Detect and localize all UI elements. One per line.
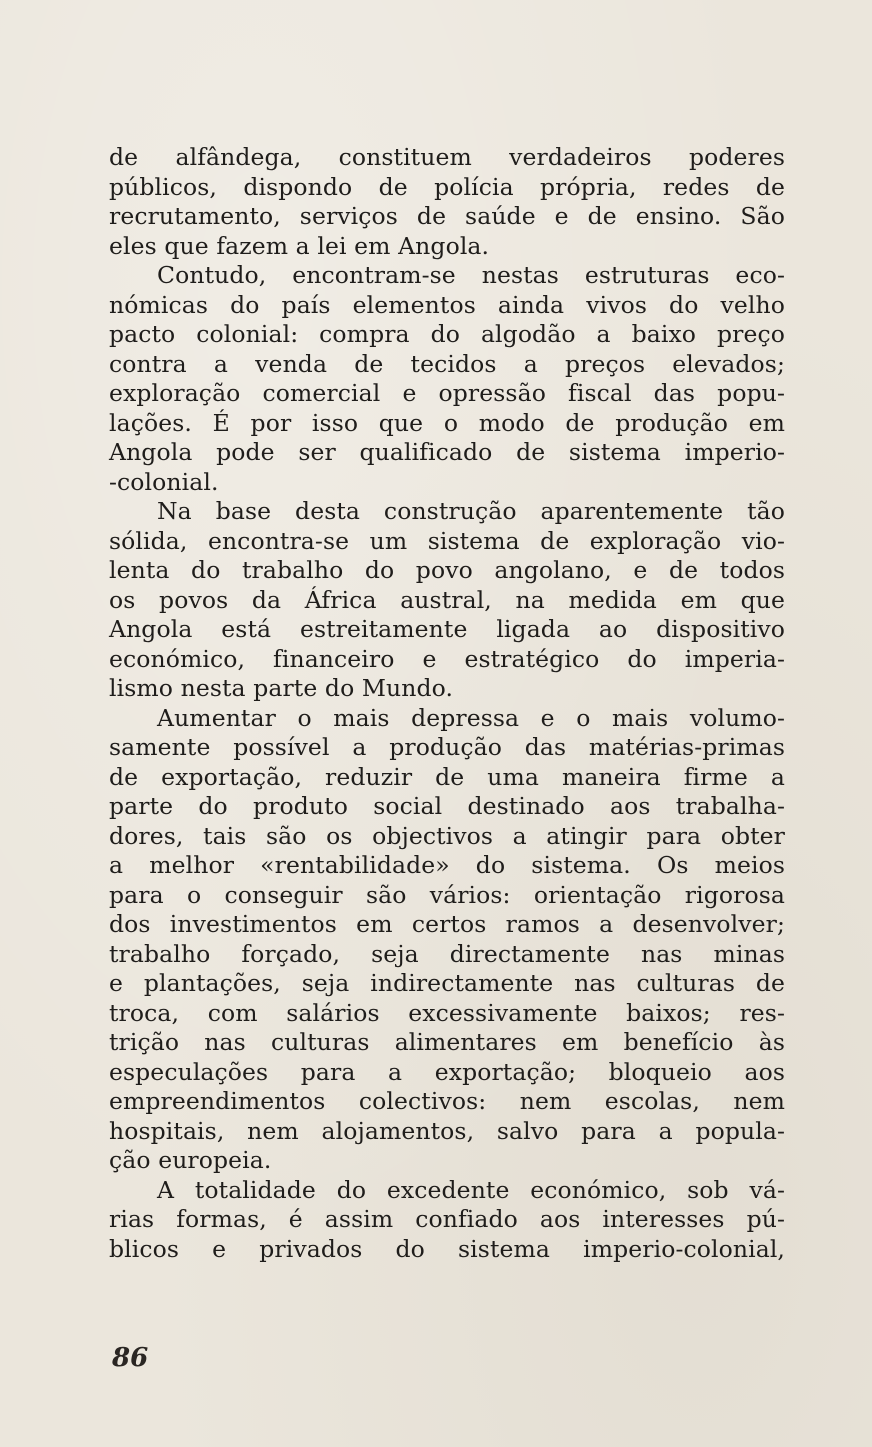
text-line: recrutamento, serviços de saúde e de ensino. São bbox=[109, 202, 785, 230]
text-line: económico, financeiro e estratégico do imperia- bbox=[109, 644, 785, 673]
text-line: ção europeia. bbox=[109, 1146, 272, 1174]
text-line: Contudo, encontram-se nestas estruturas eco- bbox=[157, 261, 785, 289]
text-line: de exportação, reduzir de uma maneira firme a bbox=[109, 762, 785, 791]
body-text bbox=[109, 143, 785, 1264]
text-line: eles que fazem a lei em Angola. bbox=[109, 231, 490, 260]
text-line: e plantações, seja indirectamente nas culturas de bbox=[109, 969, 785, 997]
text-line: parte do produto social destinado aos trabalha- bbox=[109, 792, 785, 820]
text-line: contra a venda de tecidos a preços elevados; bbox=[109, 349, 785, 378]
page-number: 86 bbox=[112, 1343, 149, 1373]
text-line: dores, tais são os objectivos a atingir para obter bbox=[109, 821, 785, 850]
text-line: públicos, dispondo de polícia própria, redes de bbox=[109, 172, 785, 201]
text-line: -colonial. bbox=[109, 467, 219, 496]
text-line: a melhor «rentabilidade» do sistema. Os meios bbox=[109, 851, 785, 879]
text-line: troca, com salários excessivamente baixos; res- bbox=[109, 998, 785, 1027]
text-line: Na base desta construção aparentemente tão bbox=[157, 497, 785, 525]
text-line: sólida, encontra-se um sistema de exploração vio- bbox=[109, 526, 785, 555]
text-line: empreendimentos colectivos: nem escolas, nem bbox=[109, 1087, 785, 1115]
text-line: lenta do trabalho do povo angolano, e de todos bbox=[109, 556, 785, 584]
text-line: lismo nesta parte do Mundo. bbox=[109, 674, 454, 702]
text-line: Angola está estreitamente ligada ao dispositivo bbox=[109, 615, 785, 643]
text-line: para o conseguir são vários: orientação rigorosa bbox=[109, 880, 785, 909]
text-line: trabalho forçado, seja directamente nas minas bbox=[109, 939, 785, 968]
text-line: Angola pode ser qualificado de sistema imperio- bbox=[109, 438, 785, 466]
text-line: trição nas culturas alimentares em benefício às bbox=[109, 1028, 785, 1056]
text-line: de alfândega, constituem verdadeiros poderes bbox=[109, 143, 785, 171]
text-line: dos investimentos em certos ramos a desenvolver; bbox=[109, 910, 785, 938]
text-line: os povos da África austral, na medida em que bbox=[109, 585, 785, 614]
text-line: pacto colonial: compra do algodão a baixo preço bbox=[109, 320, 785, 348]
text-line: blicos e privados do sistema imperio-colonial, bbox=[109, 1234, 785, 1263]
text-line: exploração comercial e opressão fiscal das popu- bbox=[109, 379, 785, 407]
text-line: lações. É por isso que o modo de produção em bbox=[109, 408, 785, 437]
text-line: hospitais, nem alojamentos, salvo para a popula- bbox=[109, 1116, 785, 1145]
text-line: samente possível a produção das matérias-primas bbox=[109, 733, 785, 761]
text-line: Aumentar o mais depressa e o mais volumo- bbox=[157, 703, 785, 732]
text-line: nómicas do país elementos ainda vivos do velho bbox=[109, 290, 785, 319]
text-line: rias formas, é assim confiado aos interesses pú- bbox=[109, 1205, 785, 1233]
text-line: A totalidade do excedente económico, sob vá- bbox=[157, 1175, 785, 1204]
text-line: especulações para a exportação; bloqueio aos bbox=[109, 1057, 785, 1086]
